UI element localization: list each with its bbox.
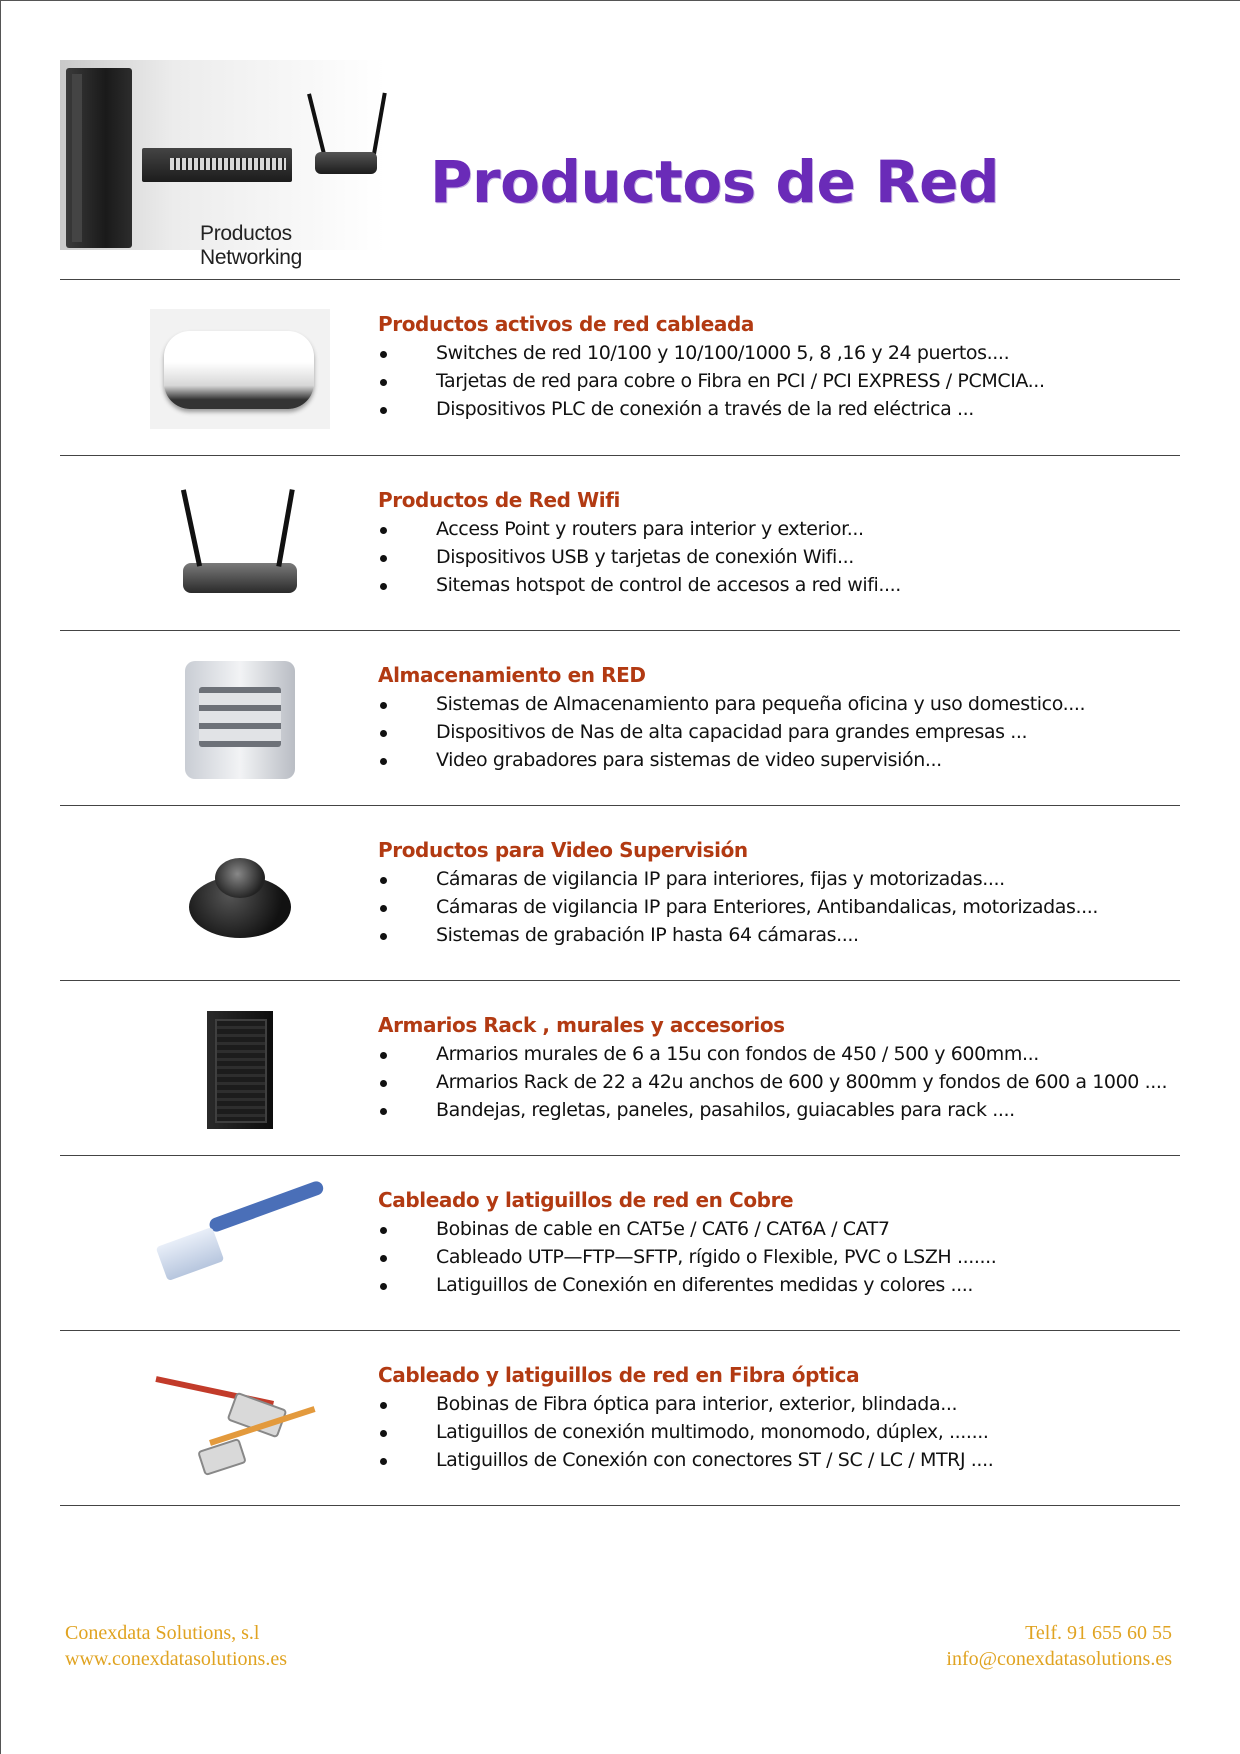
section-title: Cableado y latiguillos de red en Cobre [378,1188,794,1212]
section-title: Productos de Red Wifi [378,488,621,512]
section-title: Almacenamiento en RED [378,663,646,687]
list-item: Latiguillos de Conexión en diferentes medidas y colores .... [378,1271,996,1299]
bullet-list [378,690,1085,774]
list-item: Sitemas hotspot de control de accesos a red wifi.... [378,571,901,599]
bullet-list [378,339,1045,423]
list-item: Cableado UTP—FTP—SFTP, rígido o Flexible, PVC o LSZH ....... [378,1243,996,1271]
list-item: Switches de red 10/100 y 10/100/1000 5, 8 ,16 y 24 puertos.... [378,339,1045,367]
list-item: Dispositivos USB y tarjetas de conexión Wifi... [378,543,901,571]
page-border-left [0,0,1,1754]
list-item: Bobinas de cable en CAT5e / CAT6 / CAT6A / CAT7 [378,1215,996,1243]
header-image-caption: Productos Networking [200,222,303,269]
ethernet-cable-icon [140,1181,340,1309]
bullet-list [378,1390,993,1474]
list-item: Armarios murales de 6 a 15u con fondos de 450 / 500 y 600mm... [378,1040,1167,1068]
company-website-link[interactable]: www.conexdatasolutions.es [65,1648,287,1670]
list-item: Tarjetas de red para cobre o Fibra en PCI / PCI EXPRESS / PCMCIA... [378,367,1045,395]
list-item: Cámaras de vigilancia IP para interiores, fijas y motorizadas.... [378,865,1098,893]
list-item: Access Point y routers para interior y exterior... [378,515,901,543]
list-item: Dispositivos PLC de conexión a través de la red eléctrica ... [378,395,1045,423]
rack-cabinet-icon [140,1006,340,1134]
product-section-copper [60,1155,1180,1329]
nas-storage-icon [140,656,340,784]
list-item: Video grabadores para sistemas de video supervisión... [378,746,1085,774]
rack-tower-icon [66,68,132,248]
list-item: Dispositivos de Nas de alta capacidad para grandes empresas ... [378,718,1085,746]
product-section-fiber [60,1330,1180,1504]
company-name: Conexdata Solutions, s.l [65,1622,260,1644]
phone-number: Telf. 91 655 60 55 [1025,1622,1172,1644]
product-section-video [60,805,1180,979]
email-link[interactable]: info@conexdatasolutions.es [946,1648,1172,1670]
dome-camera-icon [140,831,340,959]
product-section-wifi [60,455,1180,629]
page-border-top [0,0,1240,1]
antenna-icon [307,93,326,154]
antenna-icon [372,93,387,155]
list-item: Sistemas de Almacenamiento para pequeña oficina y uso domestico.... [378,690,1085,718]
section-title: Productos para Video Supervisión [378,838,748,862]
bullet-list [378,515,901,599]
switch-icon [142,148,292,182]
footer-contact-info [946,1620,1172,1672]
footer-company-info [65,1620,287,1672]
network-switch-icon [140,305,340,433]
router-icon [315,152,377,174]
section-title: Cableado y latiguillos de red en Fibra óptica [378,1363,860,1387]
list-item: Bobinas de Fibra óptica para interior, exterior, blindada... [378,1390,993,1418]
list-item: Armarios Rack de 22 a 42u anchos de 600 y 800mm y fondos de 600 a 1000 .... [378,1068,1167,1096]
product-section-wired [60,279,1180,453]
product-section-racks [60,980,1180,1154]
list-item: Latiguillos de Conexión con conectores ST / SC / LC / MTRJ .... [378,1446,993,1474]
list-item: Latiguillos de conexión multimodo, monomodo, dúplex, ....... [378,1418,993,1446]
bullet-list [378,1215,996,1299]
bullet-list [378,1040,1167,1124]
section-title: Armarios Rack , murales y accesorios [378,1013,785,1037]
list-item: Cámaras de vigilancia IP para Enteriores, Antibandalicas, motorizadas.... [378,893,1098,921]
wifi-router-icon [140,481,340,609]
header-banner-image [60,60,385,269]
page-title: Productos de Red [430,148,999,216]
list-item: Bandejas, regletas, paneles, pasahilos, guiacables para rack .... [378,1096,1167,1124]
bullet-list [378,865,1098,949]
section-title: Productos activos de red cableada [378,312,754,336]
list-item: Sistemas de grabación IP hasta 64 cámaras.... [378,921,1098,949]
fiber-optic-cable-icon [140,1356,340,1484]
product-section-storage [60,630,1180,804]
divider [60,1505,1180,1506]
